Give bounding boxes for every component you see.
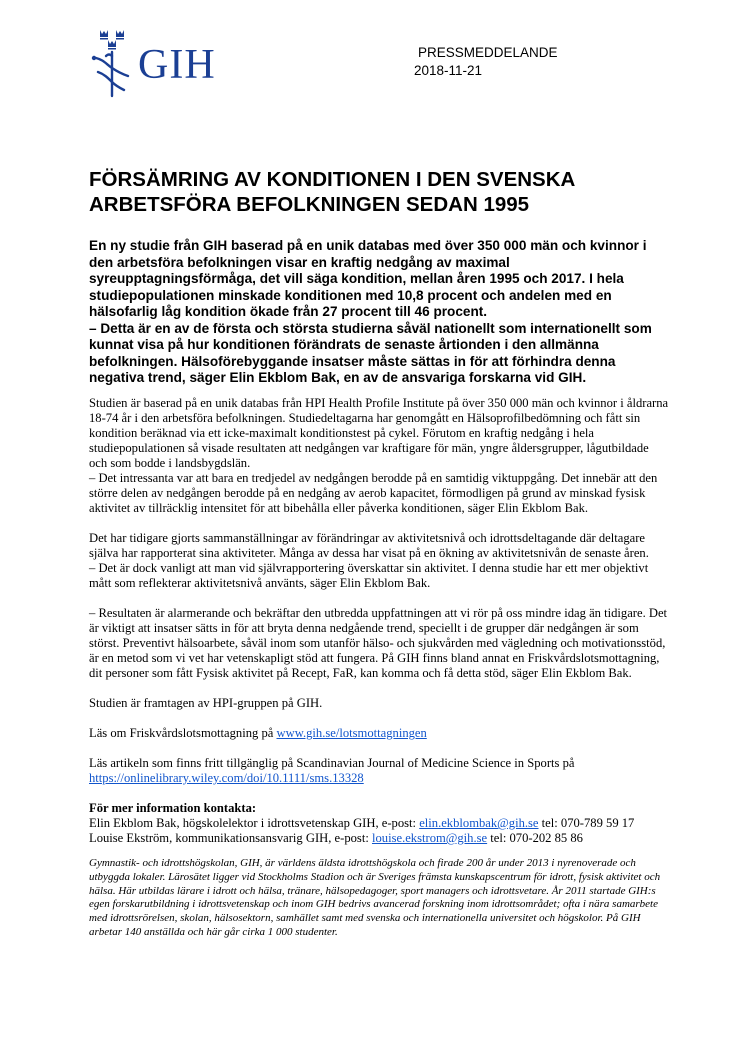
body-text-1b: – Det intressanta var att bara en tredjedel av nedgången berodde på en samtidig viktuppgång. Det innebär att den större delen av nedgången berodde på en nedgång av aerob kapacitet, förmodligen på grund av minskad fysisk aktivitet av tillräcklig intensitet för att bibehålla eller påverka konditionen, säger Elin Ekblom Bak. <box>89 471 658 515</box>
lotsmottagning-link[interactable]: www.gih.se/lotsmottagningen <box>276 726 427 740</box>
lead-paragraph <box>89 238 669 387</box>
gih-logo <box>86 28 256 98</box>
about-gih-footer: Gymnastik- och idrottshögskolan, GIH, är världens äldsta idrottshögskola och firade 200 år under 2013 i nyrenoverade och utbyggda lokaler. Lärosätet ligger vid Stockholms Stadion och är Sveriges främsta kunskapscentrum för idrott, fysisk aktivitet och hälsa. Här utbildas lärare i idrott och hälsa, tränare, hälsopedagoger, sport managers och idrottsvetare. År 2011 startade GIH:s egen forskarutbildning i idrottsvetenskap och inom GIH bedrivs avancerad forskning inom idrottsområdet; ofta i nära samarbete med idrottsrörelsen, skolan, hälsosektorn, samhället samt med svenska och internationella universitet och högskolor. På GIH arbetar 140 anställda och här går cirka 1 000 studenter. <box>89 857 661 938</box>
contact-2-tel: tel: 070-202 85 86 <box>487 831 583 845</box>
body-paragraph-4: Studien är framtagen av HPI-gruppen på GIH. <box>89 696 323 710</box>
body-paragraph-5 <box>89 726 669 741</box>
body-paragraph-2 <box>89 531 669 591</box>
body-text-2a: Det har tidigare gjorts sammanställningar av förändringar av aktivitetsnivå och idrottsdeltagande där deltagare själva har rapporterat sina aktiviteter. Många av dessa har visat på en ökning av aktivitetsnivån de senaste åren. <box>89 531 649 560</box>
logo-wordmark: GIH <box>138 42 216 88</box>
crowns-staff-emblem-icon <box>86 28 138 98</box>
contact-line-1 <box>89 816 669 831</box>
article-body <box>89 396 669 846</box>
release-date: 2018-11-21 <box>414 63 483 78</box>
body-paragraph-6 <box>89 756 669 786</box>
contact-2-email-link[interactable]: louise.ekstrom@gih.se <box>371 831 488 845</box>
body-text-2b: – Det är dock vanligt att man vid självrapportering överskattar sin aktivitet. I denna studie har ett mer objektivt mått som reflekterar aktivitetsnivå använts, säger Elin Ekblom Bak. <box>89 561 649 590</box>
lead-text-2: – Detta är en av de första och största studierna såväl nationellt som internationellt som kunnat visa på hur konditionen förändrats de senaste årtionden i den allmänna befolkningen. Hälsoförebyggande insatser måste sättas in för att förhindra denna negativa trend, säger Elin Ekblom Bak, en av de ansvariga forskarna vid GIH. <box>89 320 652 385</box>
page-title: FÖRSÄMRING AV KONDITIONEN I DEN SVENSKA ARBETSFÖRA BEFOLKNINGEN SEDAN 1995 <box>89 168 575 216</box>
press-header <box>414 44 558 80</box>
lotsmottagning-text: Läs om Friskvårdslotsmottagning på <box>89 726 277 740</box>
body-paragraph-1 <box>89 396 669 516</box>
contact-1-email-link[interactable]: elin.ekblombak@gih.se <box>419 816 539 830</box>
article-text: Läs artikeln som finns fritt tillgänglig på Scandinavian Journal of Medicine Science in Sports på <box>89 756 575 770</box>
press-release-label: PRESSMEDDELANDE <box>418 45 558 60</box>
body-paragraph-3: – Resultaten är alarmerande och bekräftar den utbredda uppfattningen att vi rör på oss mindre idag än tidigare. Det är viktigt att insatser sätts in för att bryta denna nedgående trend, speciellt i de grupper där nedgången är som störst. Preventivt hälsoarbete, såväl inom som utanför hälso- och sjukvården med vägledning och motivationsstöd, är en metod som vi vet har vetenskapligt stöd att fungera. På GIH finns bland annat en Friskvårdslotsmottagning, dit personer som fått Fysisk aktivitet på Recept, FaR, kan komma och få detta stöd, säger Elin Ekblom Bak. <box>89 606 668 680</box>
contact-2-text: Louise Ekström, kommunikationsansvarig GIH, e-post: <box>89 831 372 845</box>
contact-line-2 <box>89 831 669 846</box>
contact-section <box>89 801 669 846</box>
body-text-1a: Studien är baserad på en unik databas från HPI Health Profile Institute på över 350 000 män och kvinnor i åldrarna 18-74 år i den arbetsföra befolkningen. Studiedeltagarna har genomgått en Hälsoprofilbedömning och fått sin kondition beräknad via ett icke-maximalt konditionstest på cykel. Förutom en kraftig nedgång i hela studiepopulationen så visade resultaten att nedgången var kraftigare för män, yngre åldersgrupper, lågutbildade och som bodde i landsbygdslän. <box>89 396 669 470</box>
contact-1-text: Elin Ekblom Bak, högskolelektor i idrottsvetenskap GIH, e-post: <box>89 816 420 830</box>
contact-1-tel: tel: 070-789 59 17 <box>538 816 635 830</box>
lead-text-1: En ny studie från GIH baserad på en unik databas med över 350 000 män och kvinnor i den arbetsföra befolkningen visar en kraftig nedgång av maximal syreupptagningsförmåga, det vill säga kondition, mellan åren 1995 och 2017. I hela studiepopulationen minskade konditionen med 10,8 procent och andelen med en hälsofarlig låg kondition ökade från 27 procent till 46 procent. <box>89 238 647 319</box>
contact-heading: För mer information kontakta: <box>89 801 257 815</box>
article-link[interactable]: https://onlinelibrary.wiley.com/doi/10.1111/sms.13328 <box>89 771 364 785</box>
